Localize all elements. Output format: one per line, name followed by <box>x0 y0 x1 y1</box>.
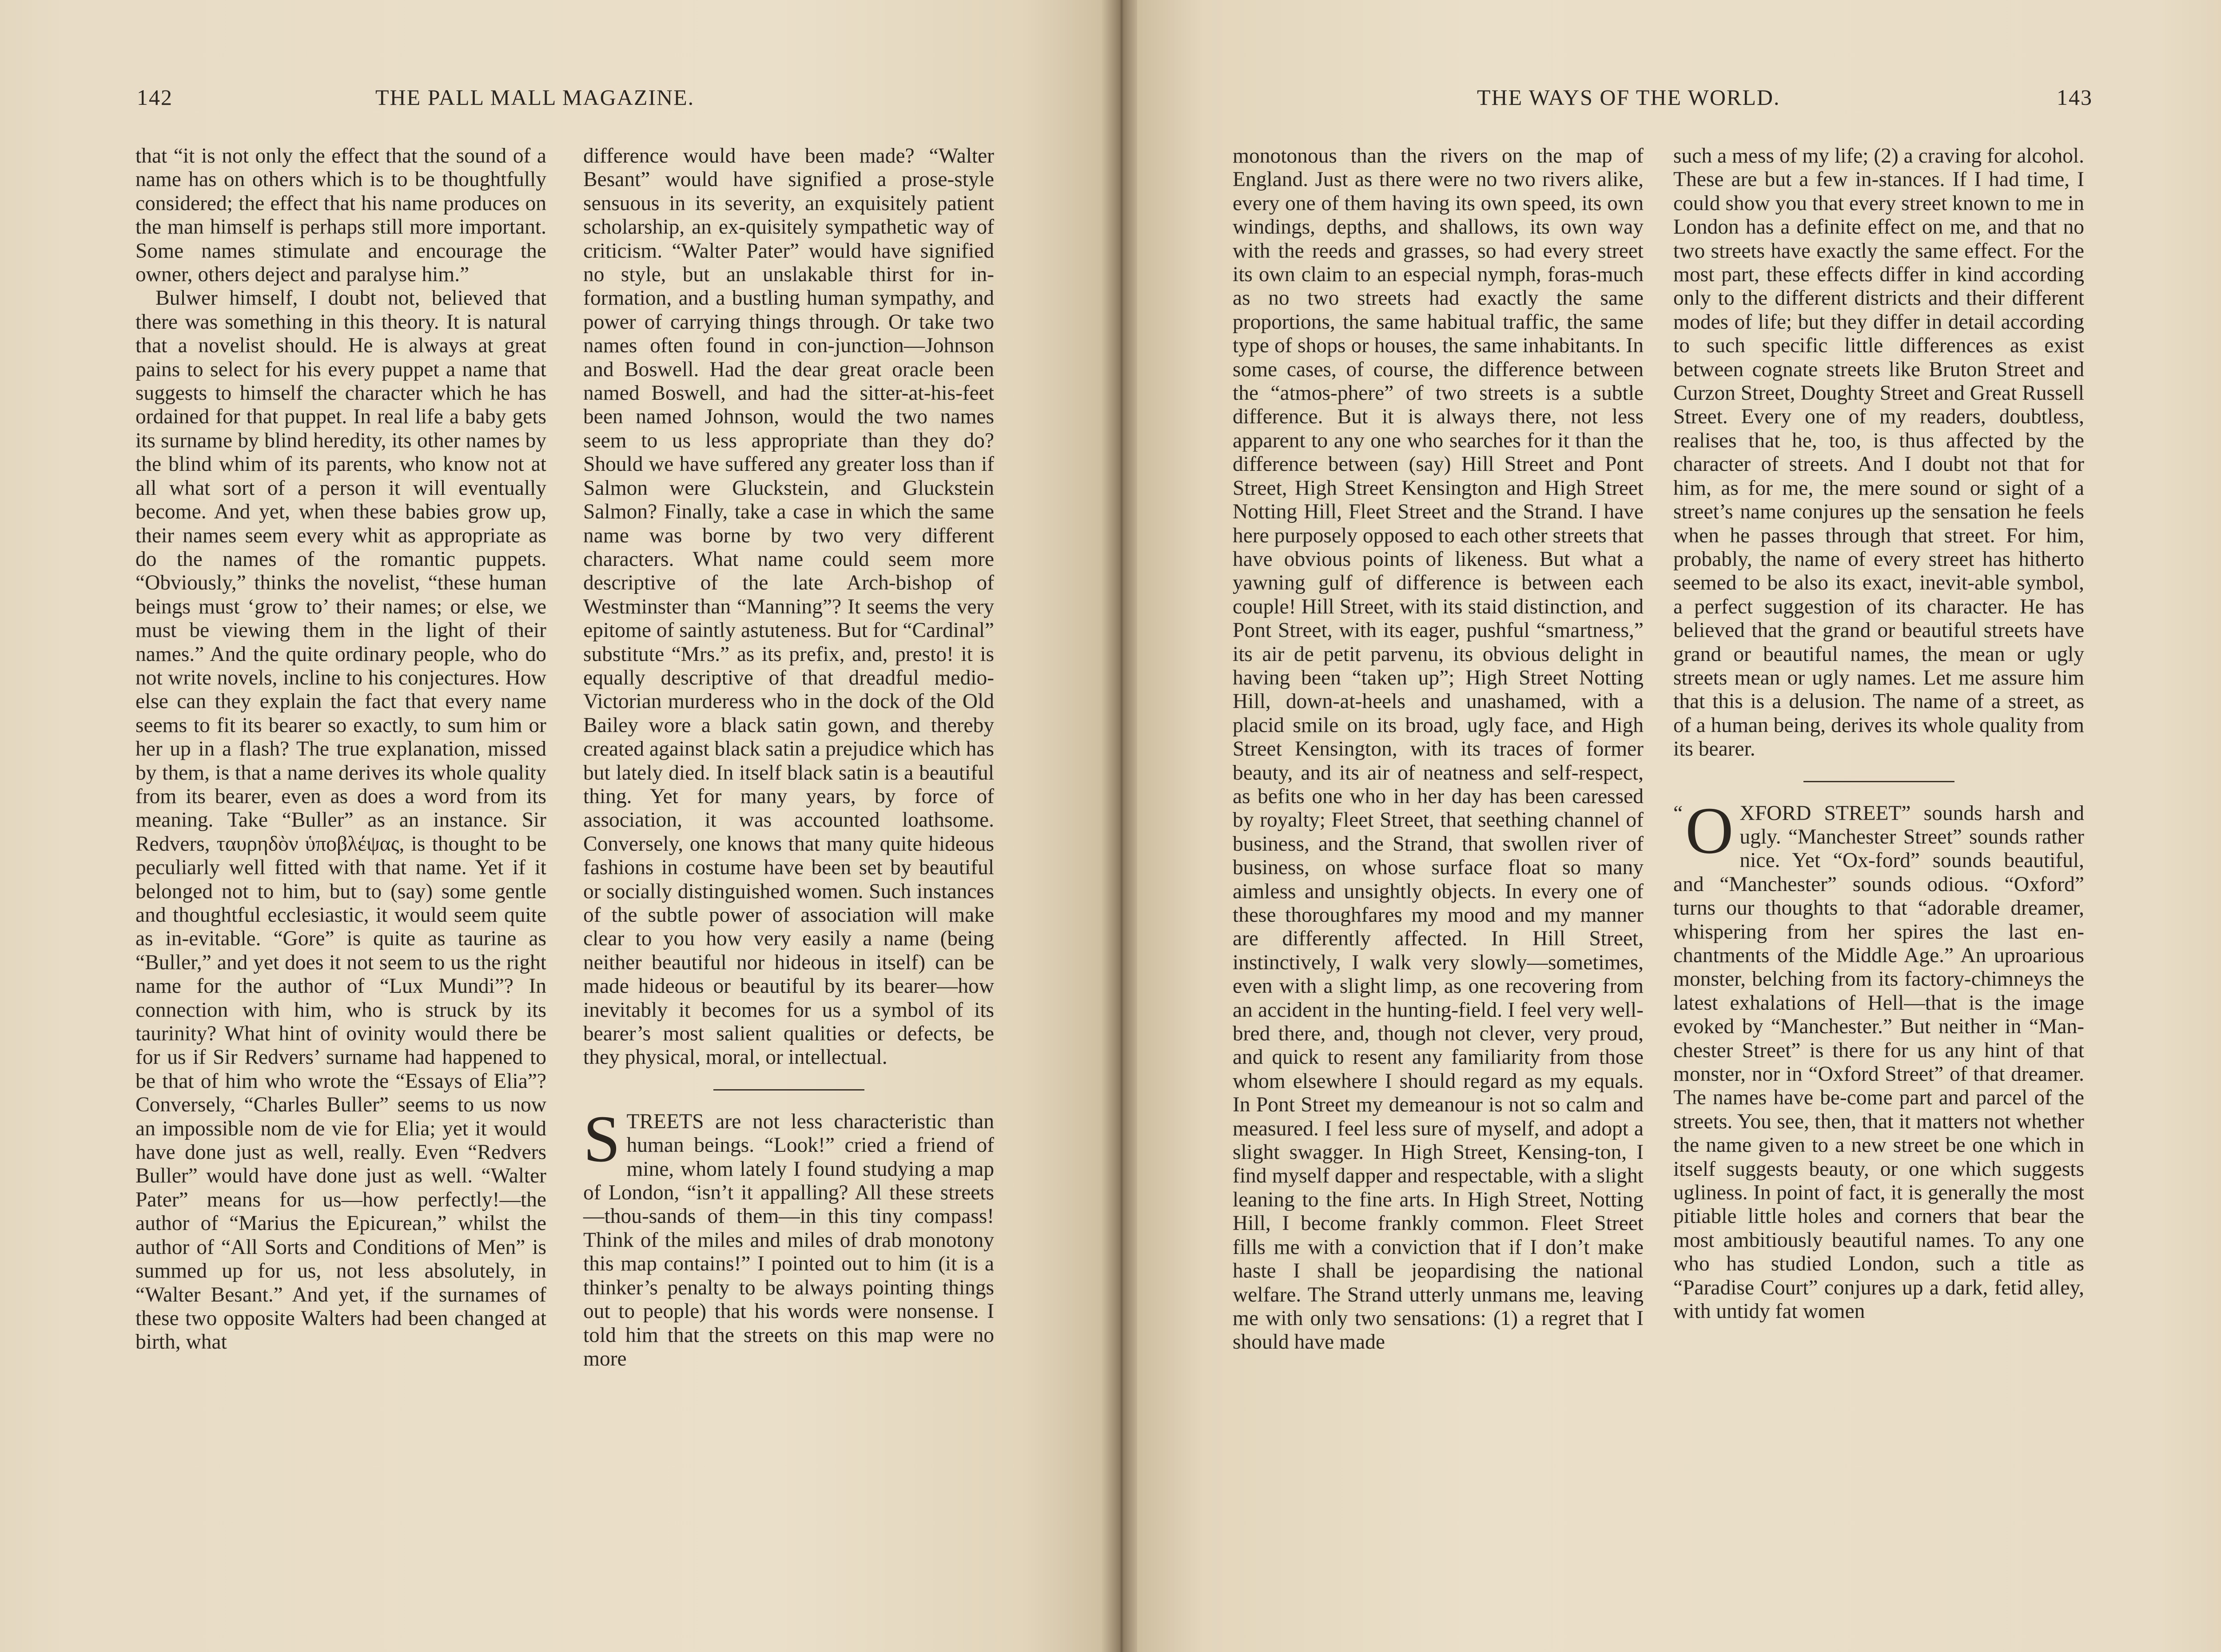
left-column-1 <box>135 144 546 1354</box>
left-column-2 <box>583 144 994 1371</box>
running-head-left: THE PALL MALL MAGAZINE. <box>375 85 695 110</box>
section-divider <box>713 1089 864 1091</box>
paragraph: monotonous than the rivers on the map of England. Just as there were no two rivers alike, every one of them having its own speed, its own windings, depths, and shallows, its own way with the reeds and grasses, so had every street its own claim to an especial nymph, foras-much as no two streets had exactly the same proportions, the same habitual traffic, the same type of shops or houses, the same inhabitants. In some cases, of course, the difference between the “atmos-phere” of two streets is a subtle difference. But it is always there, not less apparent to any one who searches for it than the difference between (say) Hill Street and Pont Street, High Street Kensington and High Street Notting Hill, Fleet Street and the Strand. I have here purposely opposed to each other streets that have obvious points of likeness. But what a yawning gulf of difference is between each couple! Hill Street, with its staid distinction, and Pont Street, with its eager, pushful “smartness,” its air de petit parvenu, its obvious delight in having been “taken up”; High Street Notting Hill, down-at-heels and unashamed, with a placid smile on its broad, ugly face, and High Street Kensington, with its traces of former beauty, and its air of neatness and self-respect, as befits one who in her day has been caressed by royalty; Fleet Street, that seething channel of business, and the Strand, that swollen river of business, on whose surface float so many aimless and unsightly objects. In every one of these thoroughfares my mood and my manner are differently affected. In Hill Street, instinctively, I walk very slowly—sometimes, even with a slight limp, as one recovering from an accident in the hunting-field. I feel very well-bred there, and, though not clever, very proud, and quick to resent any familiarity from those whom elsewhere I should regard as my equals. In Pont Street my demeanour is not so calm and measured. I feel less sure of myself, and adopt a slight swagger. In High Street, Kensing-ton, I find myself dapper and respectable, with a slight leaning to the fine arts. In High Street, Notting Hill, I become frankly common. Fleet Street fills me with a conviction that if I don’t make haste I shall be jeopardising the national welfare. The Strand utterly unmans me, leaving me with only two sensations: (1) a regret that I should have made <box>1233 144 1644 1354</box>
paragraph: such a mess of my life; (2) a craving for alcohol. These are but a few in-stances. If I had time, I could show you that every street known to me in London has a definite effect on me, and that no two streets have exactly the same effect. For the most part, these effects differ in kind according only to the different districts and their different modes of life; but they differ in detail according to such specific little differences as exist between cognate streets like Bruton Street and Curzon Street, Doughty Street and Great Russell Street. Every one of my readers, doubtless, realises that he, too, is thus affected by the character of streets. And I doubt not that for him, as for me, the mere sound or sight of a street’s name conjures up the sensation he feels when he passes through that street. For him, probably, the name of every street has hitherto seemed to be also its exact, inevit-able symbol, a perfect suggestion of its character. He has believed that the grand or beautiful streets have grand or beautiful names, the mean or ugly streets mean or ugly names. Let me assure him that this is a delusion. The name of a street, as of a human being, derives its whole quality from its bearer. <box>1673 144 2084 761</box>
page-number-left: 142 <box>137 85 173 110</box>
paragraph: that “it is not only the effect that the sound of a name has on others which is to be thoughtfully considered; the effect that his name produces on the man himself is perhaps still more important. Some names stimulate and encourage the owner, others deject and paralyse him.” <box>135 144 546 287</box>
paragraph: difference would have been made? “Walter Besant” would have signified a prose-style sensuous in its severity, an exquisitely patient scholarship, an ex-quisitely sympathetic way of criticism. “Walter Pater” would have signified no style, but an unslakable thirst for in-formation, and a bustling human sympathy, and power of carrying things through. Or take two names often found in con-junction—Johnson and Boswell. Had the dear great oracle been named Boswell, and had the sitter-at-his-feet been named Johnson, would the two names seem to us less appropriate than they do? Should we have suffered any greater loss than if Salmon were Gluckstein, and Gluckstein Salmon? Finally, take a case in which the same name was borne by two very different characters. What name could seem more descriptive of the late Arch-bishop of Westminster than “Manning”? It seems the very epitome of saintly astuteness. But for “Cardinal” substitute “Mrs.” as its prefix, and, presto! it is equally descriptive of that dreadful medio-Victorian murderess who in the dock of the Old Bailey wore a black satin gown, and thereby created against black satin a prejudice which has but lately died. In itself black satin is a beautiful thing. Yet for many years, by force of association, it was accounted loathsome. Conversely, one knows that many quite hideous fashions in costume have been set by beautiful or socially distinguished women. Such instances of the subtle power of association will make clear to you how very easily a name (being neither beautiful nor hideous in itself) can be made hideous or beautiful by its bearer—how inevitably it becomes for us a symbol of its bearer’s most salient qualities or defects, be they physical, moral, or intellectual. <box>583 144 994 1069</box>
paragraph-text: XFORD STREET” sounds harsh and ugly. “Manchester Street” sounds rather nice. Yet “Ox-ford” sounds beautiful, and “Manchester” sounds odious. “Oxford” turns our thoughts to that “adorable dreamer, whispering from her spires the last en-chantments of the Middle Age.” An uproarious monster, belching from its factory-chimneys the latest exhalations of Hell—that is the image evoked by “Manchester.” But neither in “Man-chester Street” is there for us any hint of that monster, nor in “Oxford Street” of that dreamer. The names have be-come part and parcel of the streets. You see, then, that it matters not whether the name given to a new street be one which in itself suggests beauty, or one which suggests ugliness. In point of fact, it is generally the most pitiable little holes and corners that bear the most ambitiously beautiful names. To any one who has studied London, such a title as “Paradise Court” conjures up a dark, fetid alley, with untidy fat women <box>1673 801 2084 1323</box>
right-page <box>1137 0 2221 1652</box>
paragraph-text: TREETS are not less characteristic than human beings. “Look!” cried a friend of mine, whom lately I found studying a map of London, “isn’t it appalling? All these streets—thou-sands of them—in this tiny compass! Think of the miles and miles of drab monotony this map contains!” I pointed out to him (it is a thinker’s penalty to be always pointing things out to people) that his words were nonsense. I told him that the streets on this map were no more <box>583 1110 994 1370</box>
page-number-right: 143 <box>2057 85 2093 110</box>
drop-cap: S <box>583 1102 621 1176</box>
running-head-right: THE WAYS OF THE WORLD. <box>1477 85 1780 110</box>
opening-quote: “ <box>1673 801 1683 825</box>
right-column-2 <box>1673 144 2084 1324</box>
book-gutter <box>1102 0 1142 1652</box>
drop-cap: O <box>1685 793 1734 868</box>
paragraph <box>583 1102 994 1371</box>
paragraph <box>1673 793 2084 1324</box>
left-page <box>0 0 1110 1652</box>
section-divider <box>1803 781 1954 782</box>
paragraph: Bulwer himself, I doubt not, believed that there was something in this theory. It is natural that a novelist should. He is always at great pains to select for his every puppet a name that suggests to himself the character which he has ordained for that puppet. In real life a baby gets its surname by blind heredity, its other names by the blind whim of its parents, who know not at all what sort of a person it will eventually become. And yet, when these babies grow up, their names seem every whit as appropriate as do the names of the romantic puppets. “Obviously,” thinks the novelist, “these human beings must ‘grow to’ their names; or else, we must be viewing them in the light of their names.” And the quite ordinary people, who do not write novels, incline to his conjectures. How else can they explain the fact that every name seems to fit its bearer so exactly, to sum him or her up in a flash? The true explanation, missed by them, is that a name derives its whole quality from its bearer, even as does a word from its meaning. Take “Buller” as an instance. Sir Redvers, ταυρηδὸν ὑποβλέψας, is thought to be peculiarly well fitted with that name. Yet if it belonged not to him, but to (say) some gentle and thoughtful ecclesiastic, it would seem quite as in-evitable. “Gore” is quite as taurine as “Buller,” and yet does it not seem to us the right name for the author of “Lux Mundi”? In connection with him, who is struck by its taurinity? What hint of ovinity would there be for us if Sir Redvers’ surname had happened to be that of him who wrote the “Essays of Elia”? Conversely, “Charles Buller” seems to us now an impossible nom de vie for Elia; yet it would have done just as well, really. Even “Redvers Buller” would have done just as well. “Walter Pater” means for us—how perfectly!—the author of “Marius the Epicurean,” whilst the author of “All Sorts and Conditions of Men” is summed up for us, not less absolutely, in “Walter Besant.” And yet, if the surnames of these two opposite Walters had been changed at birth, what <box>135 287 546 1354</box>
right-column-1 <box>1233 144 1644 1354</box>
